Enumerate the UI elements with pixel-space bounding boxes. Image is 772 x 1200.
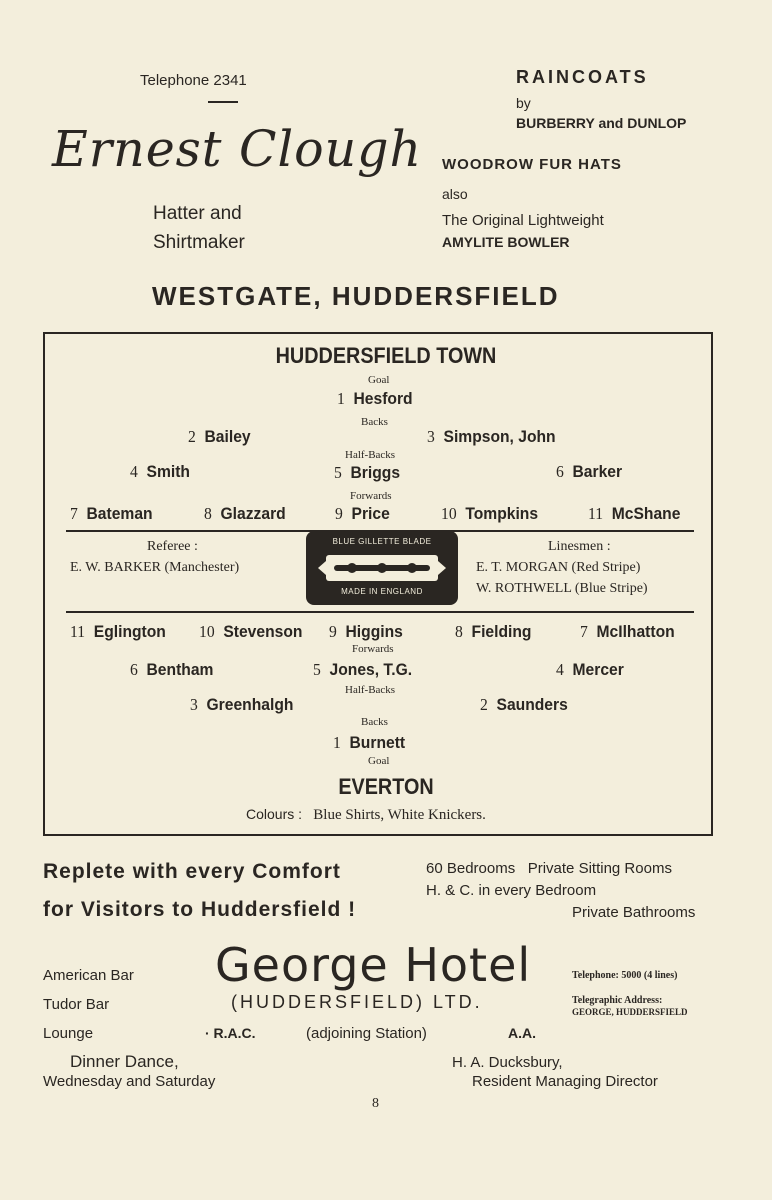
home-forward-8: 8 Glazzard — [204, 504, 286, 523]
linesman-1: E. T. MORGAN (Red Stripe) — [476, 560, 641, 575]
page-number: 8 — [372, 1096, 379, 1111]
away-team-title: EVERTON — [338, 774, 434, 799]
hotel-rooms-1: 60 Bedrooms Private Sitting Rooms — [426, 860, 672, 877]
hotel-telephone: Telephone: 5000 (4 lines) — [572, 970, 678, 981]
home-goalkeeper: 1 Hesford — [337, 389, 413, 408]
away-forward-9: 9 Higgins — [329, 622, 403, 641]
hotel-dinner-1: Dinner Dance, — [70, 1052, 179, 1071]
home-forward-11: 11 McShane — [588, 504, 681, 523]
hotel-slogan-1: Replete with every Comfort — [43, 860, 341, 883]
away-goalkeeper: 1 Burnett — [333, 733, 406, 752]
hotel-adjoining: (adjoining Station) — [306, 1025, 427, 1042]
referee-label: Referee : — [147, 539, 198, 554]
hotel-manager-title: Resident Managing Director — [472, 1073, 658, 1090]
raincoats-makers: BURBERRY and DUNLOP — [516, 115, 687, 131]
clough-telephone: Telephone 2341 — [140, 72, 247, 89]
colours-label: Colours : — [246, 806, 303, 822]
home-team-title: HUDDERSFIELD TOWN — [275, 343, 497, 368]
home-back-2: 2 Bailey — [188, 427, 251, 446]
away-forwards-label: Forwards — [352, 643, 394, 655]
gillette-blade-logo — [306, 531, 458, 605]
home-halfback-4: 4 Smith — [130, 462, 190, 481]
also-text: also — [442, 186, 468, 202]
away-backs-label: Backs — [361, 716, 388, 728]
clough-divider — [208, 101, 238, 103]
hotel-telegraphic-2: GEORGE, HUDDERSFIELD — [572, 1007, 688, 1017]
away-back-2: 2 Saunders — [480, 695, 568, 714]
away-halfback-5: 5 Jones, T.G. — [313, 660, 413, 679]
home-halfback-6: 6 Barker — [556, 462, 623, 481]
raincoats-heading: RAINCOATS — [516, 67, 649, 87]
away-forward-7: 7 McIlhatton — [580, 622, 675, 641]
away-forward-11: 11 Eglington — [70, 622, 166, 641]
hotel-manager: H. A. Ducksbury, — [452, 1054, 563, 1071]
home-forward-7: 7 Bateman — [70, 504, 153, 523]
linesmen-label: Linesmen : — [548, 539, 611, 554]
hotel-slogan-2: for Visitors to Huddersfield ! — [43, 898, 357, 921]
linesman-2: W. ROTHWELL (Blue Stripe) — [476, 581, 648, 596]
hotel-rooms-2: H. & C. in every Bedroom — [426, 882, 597, 899]
team-divider-bottom — [66, 611, 694, 613]
home-back-3: 3 Simpson, John — [427, 427, 556, 446]
home-halfbacks-label: Half-Backs — [345, 449, 396, 461]
away-forward-10: 10 Stevenson — [199, 622, 303, 641]
hotel-name: George Hotel — [215, 938, 532, 992]
fur-hats: WOODROW FUR HATS — [442, 156, 622, 173]
home-forwards-label: Forwards — [350, 490, 392, 502]
hotel-bar-american: American Bar — [43, 967, 134, 984]
home-backs-label: Backs — [361, 416, 388, 428]
away-halfback-4: 4 Mercer — [556, 660, 624, 679]
home-goal-label: Goal — [368, 374, 390, 386]
home-forward-10: 10 Tompkins — [441, 504, 539, 523]
hotel-bar-lounge: Lounge — [43, 1025, 94, 1042]
raincoats-by: by — [516, 95, 531, 111]
clough-trade-1: Hatter and — [153, 203, 242, 224]
away-halfback-6: 6 Bentham — [130, 660, 214, 679]
home-halfback-5: 5 Briggs — [334, 463, 401, 482]
bowler-text: AMYLITE BOWLER — [442, 234, 570, 250]
away-goal-label: Goal — [368, 755, 390, 767]
clough-logo: Ernest Clough — [52, 120, 423, 178]
referee-name: E. W. BARKER (Manchester) — [70, 560, 240, 575]
hotel-aa: A.A. — [508, 1025, 536, 1041]
clough-trade-2: Shirtmaker — [153, 232, 245, 253]
blade-top-text: BLUE GILLETTE BLADE — [332, 537, 432, 546]
blade-bottom-text: MADE IN ENGLAND — [341, 587, 423, 596]
away-halfbacks-label: Half-Backs — [345, 684, 396, 696]
colours-line — [246, 806, 486, 824]
hotel-telegraphic-1: Telegraphic Address: — [572, 995, 663, 1006]
home-forward-9: 9 Price — [335, 504, 390, 523]
hotel-rooms-3: Private Bathrooms — [572, 904, 696, 921]
away-forward-8: 8 Fielding — [455, 622, 532, 641]
original-text: The Original Lightweight — [442, 212, 604, 229]
hotel-dinner-2: Wednesday and Saturday — [43, 1073, 216, 1090]
clough-address: WESTGATE, HUDDERSFIELD — [152, 281, 560, 311]
colours-value: Blue Shirts, White Knickers. — [313, 807, 486, 823]
hotel-rac: · R.A.C. — [205, 1025, 256, 1041]
hotel-company: (HUDDERSFIELD) LTD. — [231, 992, 483, 1012]
away-back-3: 3 Greenhalgh — [190, 695, 294, 714]
hotel-bar-tudor: Tudor Bar — [43, 996, 110, 1013]
